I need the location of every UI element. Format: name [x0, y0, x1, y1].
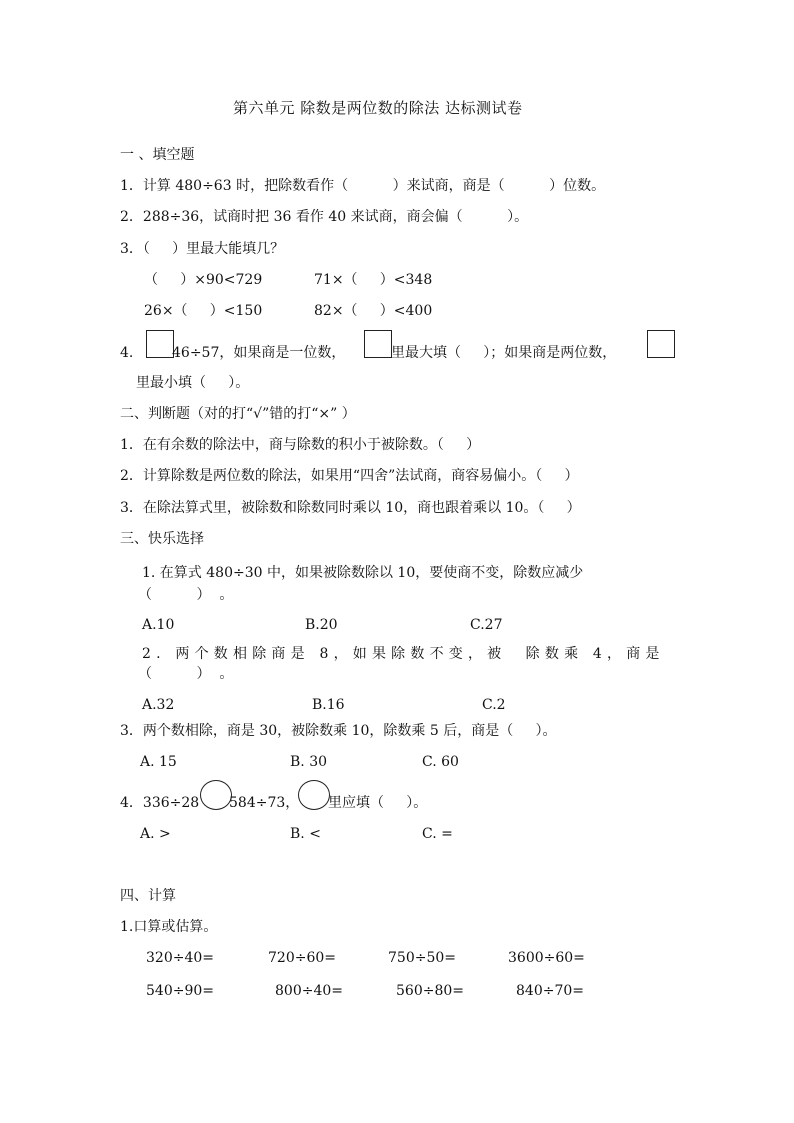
s3-q2-option-c: C.2 — [482, 697, 506, 713]
s4-subheading: 1.口算或估算。 — [120, 919, 218, 935]
s1-q4-number: 4. — [120, 345, 134, 361]
s1-question-2: 2．288÷36，试商时把 36 看作 40 来试商，商会偏（ ）。 — [120, 209, 529, 225]
s3-q1-option-c: C.27 — [470, 617, 503, 633]
s3-q4-option-c: C. = — [422, 826, 453, 842]
calc-2-2: 800÷40= — [275, 983, 343, 999]
calc-1-4: 3600÷60= — [508, 950, 585, 966]
section4-heading: 四、计算 — [120, 888, 176, 904]
s3-q2-option-b: B.16 — [312, 697, 345, 713]
s2-question-1: 1．在有余数的除法中，商与除数的积小于被除数。（ ） — [120, 437, 481, 453]
s2-question-2: 2．计算除数是两位数的除法，如果用“四舍”法试商，商容易偏小。（ ） — [120, 468, 579, 484]
section3-heading: 三、快乐选择 — [120, 531, 204, 547]
s3-q4-text-b: 584÷73， — [229, 795, 300, 811]
answer-box-1 — [146, 330, 174, 358]
s1-q4-text-c: 里最小填（ ）。 — [136, 375, 250, 391]
calc-1-1: 320÷40= — [146, 950, 214, 966]
s3-q2-option-a: A.32 — [142, 697, 175, 713]
page-title: 第六单元 除数是两位数的除法 达标测试卷 — [233, 99, 523, 117]
s3-q4-text-a: 4．336÷28 — [120, 795, 200, 811]
s3-q3-option-a: A. 15 — [140, 754, 177, 770]
s3-q1-option-b: B.20 — [305, 617, 338, 633]
s3-question-1: 1. 在算式 480÷30 中，如果被除数除以 10，要使商不变，除数应减少 — [142, 565, 584, 581]
s3-q1-blank: （ ） 。 — [138, 587, 234, 603]
s3-q2-blank: （ ） 。 — [138, 666, 234, 682]
answer-circle-2 — [298, 780, 330, 810]
answer-box-3 — [647, 330, 675, 358]
s1-q3-item-d: 82×（ ）<400 — [314, 303, 433, 319]
calc-1-3: 750÷50= — [388, 950, 456, 966]
answer-box-2 — [364, 330, 392, 358]
section2-heading: 二、判断题（对的打“√”错的打“×” ） — [120, 406, 356, 422]
calc-1-2: 720÷60= — [268, 950, 336, 966]
s1-question-1: 1．计算 480÷63 时，把除数看作（ ）来试商，商是（ ）位数。 — [120, 178, 606, 194]
s1-q3-item-a: （ ）×90<729 — [144, 272, 263, 288]
calc-2-3: 560÷80= — [396, 983, 464, 999]
s1-q3-item-c: 26×（ ）<150 — [144, 303, 263, 319]
answer-circle-1 — [200, 780, 232, 810]
s3-q4-option-a: A. > — [140, 826, 171, 842]
s3-q3-option-c: C. 60 — [422, 754, 459, 770]
s1-q4-text-a: 46÷57，如果商是一位数， — [172, 345, 346, 361]
calc-2-1: 540÷90= — [146, 983, 214, 999]
s1-q4-text-b: 里最大填（ ）；如果商是两位数， — [391, 345, 617, 361]
s3-q4-text-c: 里应填（ ）。 — [328, 795, 428, 811]
section1-heading: 一 、填空题 — [120, 147, 195, 163]
s3-question-3: 3．两个数相除，商是 30，被除数乘 10，除数乘 5 后，商是（ ）。 — [120, 723, 557, 739]
s1-q3-item-b: 71×（ ）<348 — [314, 272, 433, 288]
s2-question-3: 3．在除法算式里，被除数和除数同时乘以 10，商也跟着乘以 10。（ ） — [120, 500, 581, 516]
s3-q4-option-b: B. < — [290, 826, 321, 842]
s1-question-3: 3．（ ）里最大能填几？ — [120, 241, 285, 257]
s3-q3-option-b: B. 30 — [290, 754, 328, 770]
calc-2-4: 840÷70= — [516, 983, 584, 999]
s3-q1-option-a: A.10 — [142, 617, 175, 633]
s3-question-2: 2. 两个数相除商是 8，如果除数不变，被 除数乘 4，商是 — [142, 646, 665, 662]
